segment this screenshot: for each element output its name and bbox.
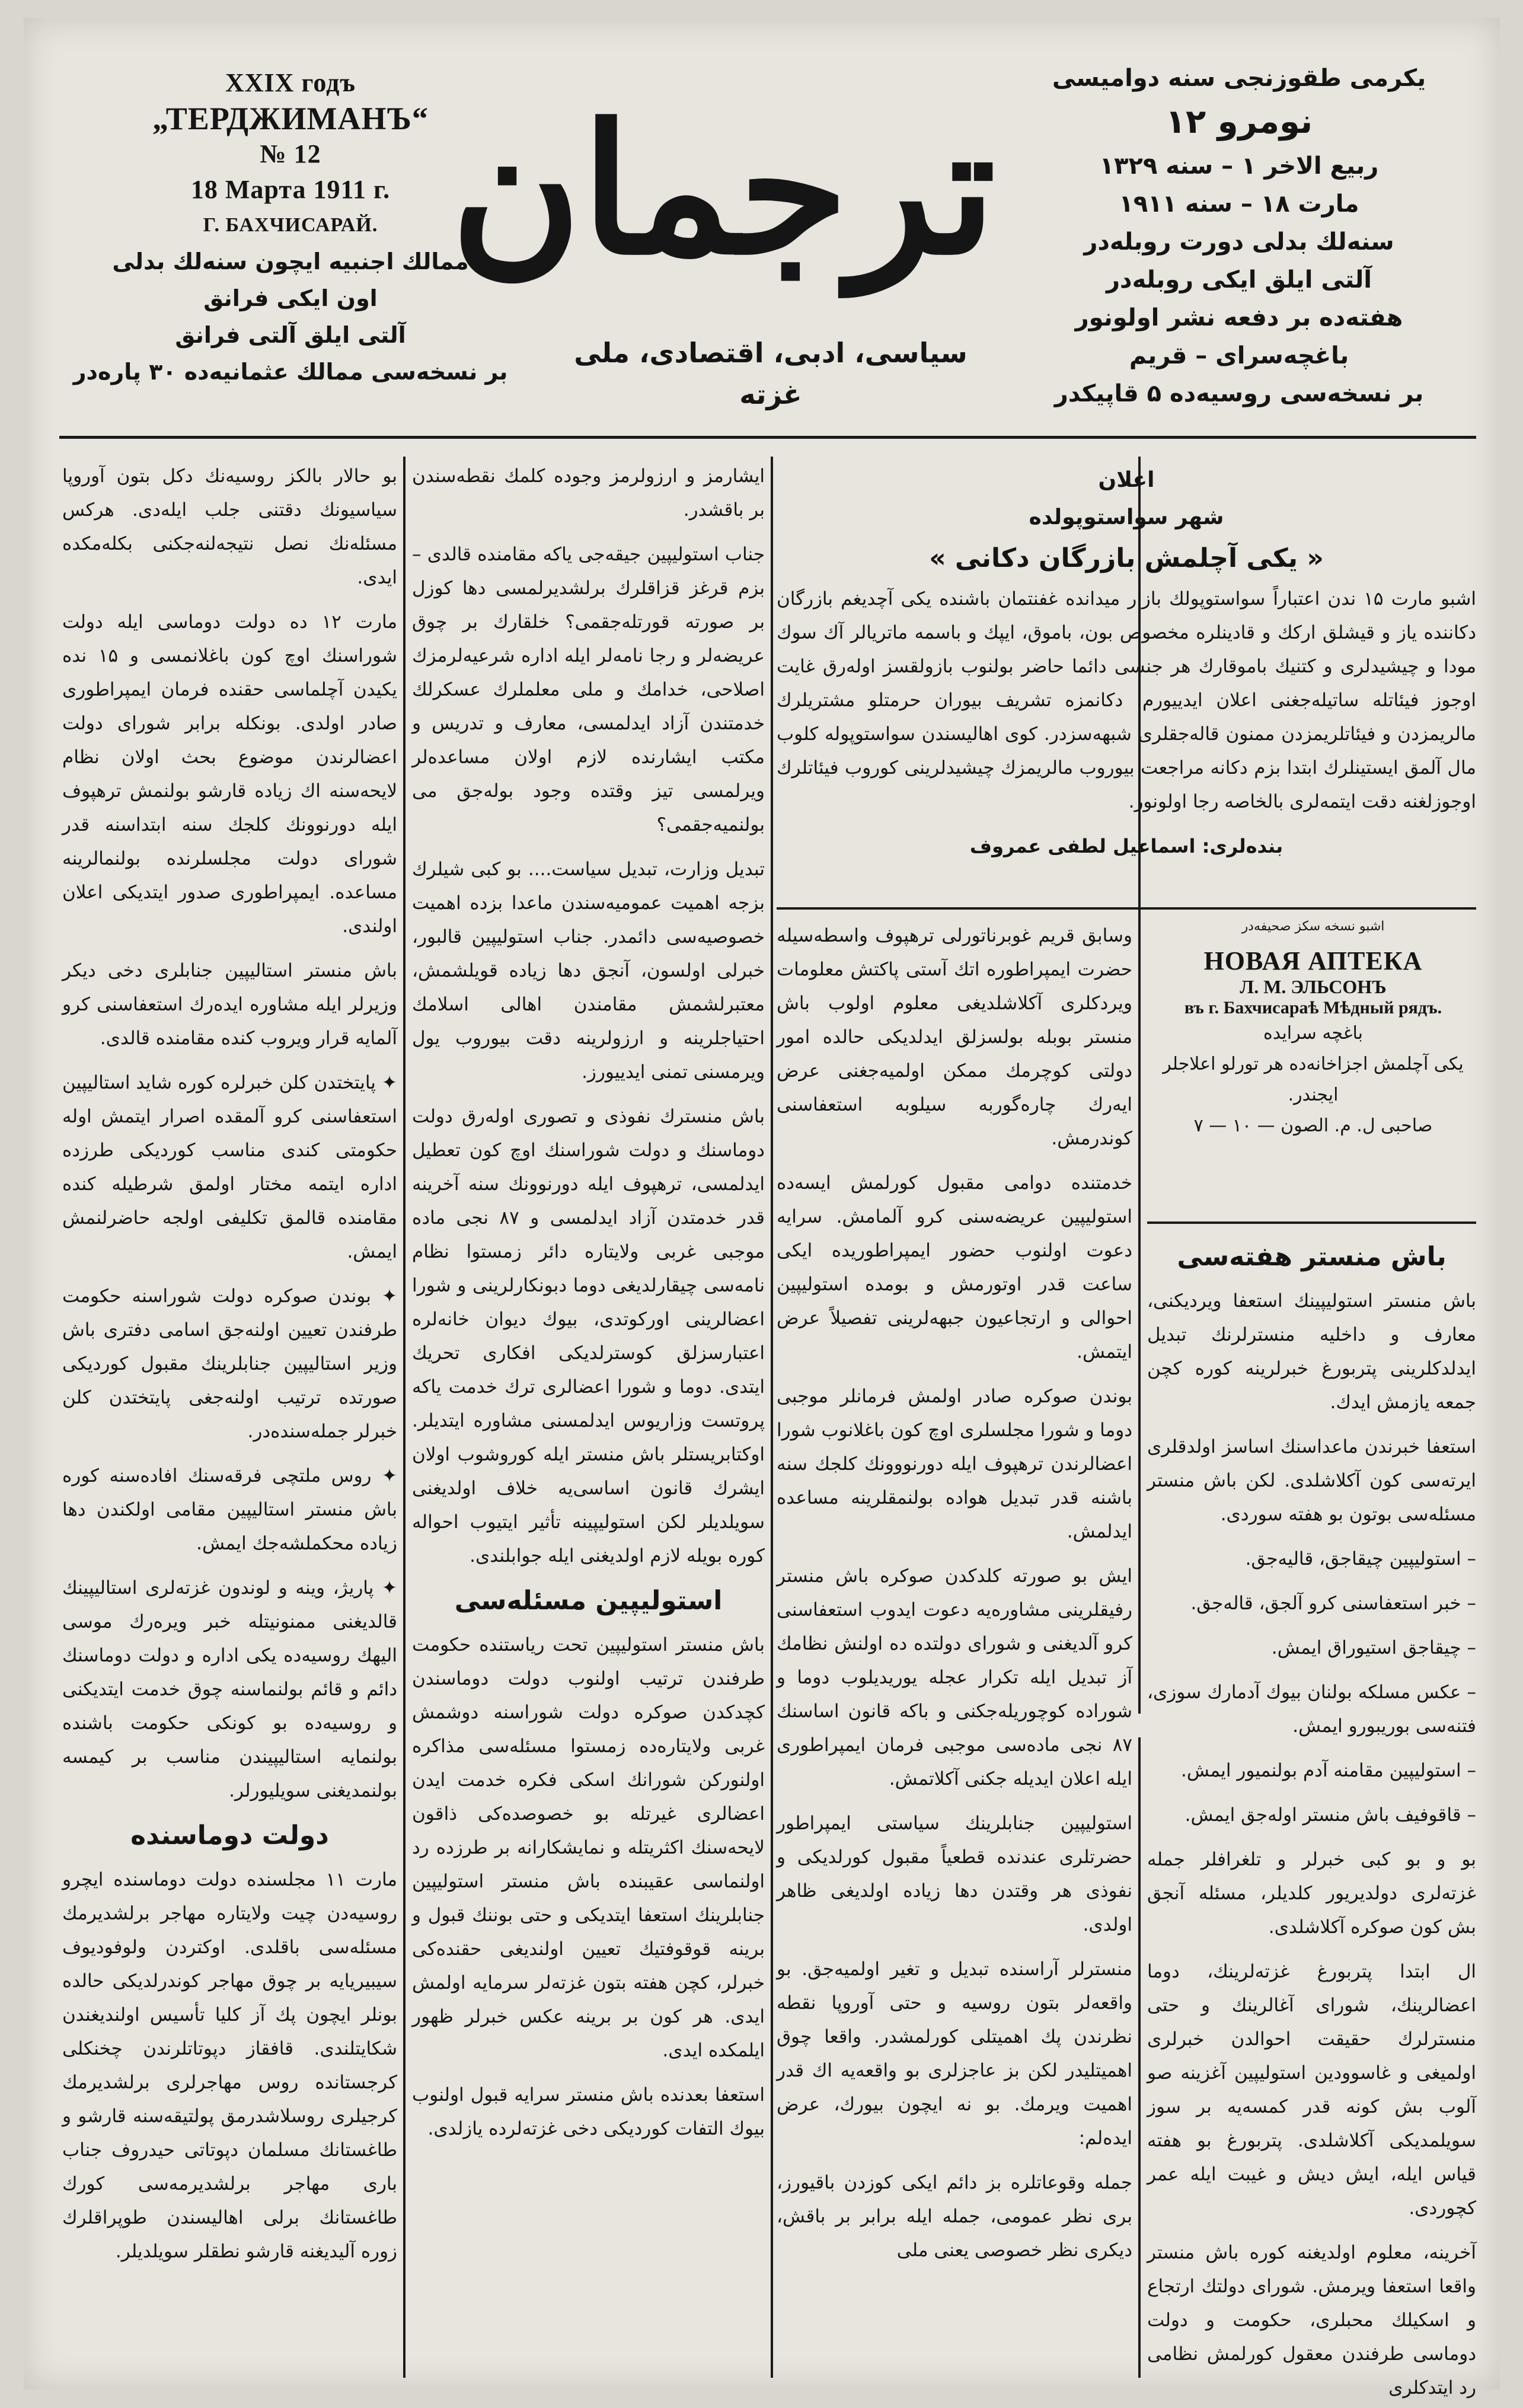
column-d bbox=[1147, 1230, 1476, 2399]
col-b-p2: جناب استوليپين جيقه‌جى ياكه مقامنده قالدى – بزم قرغز قزاقلرك برلشديرلمسى دها كوزل بر صورته قورتله‌جقمى؟ خلقارك بر چوق عريضه‌لر و رجا نامه‌لر ايله اداره شرعيه‌لرمزك اصلاحى، خدامك و ملى معلملرك عسكرلك خدمتندن آزاد ايدلمسى، معارف و تدريس و مكتب ايشارنده لازم اولان مساعده‌لر ويرلمسى تيز وقتده وجود بوله‌جق مى بولنميه‌جقمى؟ bbox=[412, 544, 765, 835]
foreign-price-1: ممالك اجنبيه ايچون سنه‌لك بدلى bbox=[112, 248, 469, 275]
newspaper-logo: ترجمان bbox=[451, 85, 996, 294]
copy-price: بر نسخه‌سى روسيه‌ده ۵ قاپيكدر bbox=[1054, 380, 1424, 407]
pharmacy-ad bbox=[1147, 919, 1479, 1180]
announcement-rule bbox=[777, 907, 1476, 910]
col-b-p4: باش منسترك نفوذى و تصورى اولەرق دولت دوماسنك و دولت شوراسنك اوچ كون تعطيل ايدلمسى، ترهپوف ايله دورنوونك سنه آخرينه قدر خدمتدن آزاد ايدلمسى و ۸۷ نجى ماده موجبى غربى ولايتاره دائر زمستوا نظام نامه‌سى چيقارلديغى دوما دبونكارلرينى و شورا اعضالرينى اوركوتدى، بيوك ديوان خانه‌لره اعتبارسزلق كوسترلديكى افكارى تحريك ايتدى. دوما و شورا اعضالرى ترك خدمت ياكه پروتست وزاريوس ايدلمسنى مشاوره ايتديلر. اوكتابريستلر باش منستر ايله كوروشوب اولان ايشرك قانون اساسى‌يه خلاف اولديغنى سويلديلر لكن استوليپينه تأثير ايتيوب احواله كوره بويله لازم اولديغنى ايله جوابلندى. bbox=[412, 1106, 765, 1567]
col-c-p8: مارت ۱۱ مجلسنده دولت دوماسنده ايچرو روسيه‌دن چيت ولايتاره مهاجر برلشديرمك مسئله‌سى باقلدى. اوكتردن ولوفوديوف سيبيريايه بر چوق مهاجر كوندرلديكى حالده بونلر ايچون پك آز كليا تأسيس اولنديغندن شكايتلندى. قافقاز دپوتاتلرندن چخنكلى كرجستانده روس مهاجرلرى برلشديرمك كرجيلرى روسلاشدرمق پولتيقه‌سنه قارشو و طاغستانك مسلمان دپوتاتى حيدروف جناب بارى مهاجر برلشديرمه‌سى كورك طاغستانك برلى اهاليسندن طوپراقلرك زوره آليديغنه قارشو نطقلر سويلديلر. bbox=[62, 1869, 397, 2262]
col-d-heading: باش منستر هفته‌سى bbox=[1177, 1242, 1447, 1272]
col-a-p3: بوندن صوكره صادر اولمش فرمانلر موجبى دوما و شورا مجلسلرى اوچ كون باغلانوب شورا اعضالرندن ترهپوف ايله دورنووونك كلجك سنه باشنه قدر تبديل هواده بولنمقلرينه مساعده ايدلمش. bbox=[777, 1386, 1132, 1542]
column-c bbox=[62, 460, 397, 2381]
year-line: XXIX годъ bbox=[225, 68, 356, 97]
hijri-date: ربيع الاخر ۱ – سنه ۱۳۲۹ bbox=[1099, 152, 1379, 180]
masthead-right bbox=[1014, 59, 1464, 413]
col-a-p7: جمله وقوعاتلره بز دائم ايكى كوزدن باقيورز، برى نظر عمومى، جمله ايله برابر بر باقش، ديكرى نظر خصوصى يعنى ملى bbox=[777, 2172, 1132, 2261]
city: Г. БАХЧИСАРАЙ. bbox=[203, 214, 378, 236]
col-c-p6: ✦ روس ملتچى فرقه‌سنك افاده‌سنه كوره باش منستر استاليپين مقامى اولكندن دها زياده محكملشه‌جك ايمش. bbox=[62, 1465, 397, 1554]
col-c-p4: ✦ پايتختدن كلن خبرلره كوره شايد استاليپين استعفاسنى كرو آلمقده اصرار ايتمش اوله حكومتى كندى مناسب كورديكى طرزده اداره ايتمه مختار اولمق شرطيله كنده مقامنده قالمق تكليفى اولجه حاضرلنمش ايمش. bbox=[62, 1072, 397, 1262]
pharmacy-ar-3: صاحبى ل. م. الصون — ۱۰ — ۷ bbox=[1193, 1115, 1433, 1136]
announcement bbox=[777, 460, 1476, 898]
col-a-p4: ايش بو صورته كلدكدن صوكره باش منستر رفيقلرينى مشاوره‌يه دعوت ايدوب استعفاسنى كرو آلديغنى و شوراى دولتده دە اولنش نظامك آز تبديل ايله تكرار عجله يوريديلوب دوما و شوراده كوچوريله‌جكنى و باكه قانون اساسنك ۸۷ نجى ماده‌سى موجبى فرمان ايمپراطورى ايله اعلان ايديله جكنى آكلاتمش. bbox=[777, 1565, 1132, 1790]
col-c-p7: ✦ پاريژ، وينه و لوندون غزته‌لرى استاليپينك قالديغنى ممنونيتله خبر ويرەرك موسى اليهك روسيه‌ده يكى اداره و دولت دوماسنك دائم و قائم بولنماسنه چوق خدمت ايتديكنى و روسيه‌ده بو كونكى حكومت باشنده بولنمايه استاليپيندن مناسب بر كيمسه بولنمديغنى سويليورلر. bbox=[62, 1577, 397, 1801]
col-d-p8: – قاقوفيف باش منستر اوله‌جق ايمش. bbox=[1184, 1804, 1476, 1826]
col-a-p2: خدمتنده دوامى مقبول كورلمش ايسه‌ده استوليپين عريضه‌سنى كرو آلمامش. سرايه دعوت اولنوب حضور ايمپراطوريده ايكى ساعت قدر اوتورمش و بومده استوليپين احوالى و ارتجاعيون جبهه‌لرينى تفصيلاً عرض ايتمش. bbox=[777, 1172, 1132, 1363]
col-b-p3: تبديل وزارت، تبديل سياست.... بو كبى شيلرك بزجه اهميت عموميه‌سندن ماعدا بزده اهميت خصوصيه‌سى دائمدر. جناب استوليپين قالبور، خبرلى اولسون، آنجق دها زياده قويلشمش، معتبرلشمش مقامندن اهالى اسلامك احتياجلرينه و ارزولرينه دقت بيوروب يول ويرمسنى تمنى ايدييورز. bbox=[412, 859, 765, 1083]
location: باغچه‌سراى – قريم bbox=[1129, 342, 1349, 369]
issue-date: 18 Марта 1911 г. bbox=[190, 175, 391, 204]
col-b-p5: باش منستر استوليپين تحت رياستنده حكومت طرفندن ترتيب اولنوب دولت دوماسندن كچدكدن صوكره دولت شوراسنه دوشمش غربى ولايتاره‌ده زمستوا مسئله‌سى مذاكره اولنوركن شورانك اسكى فكره خدمت ايدن اعضالرى غيرتله بو خصوصده‌كى ذاقون لايحه‌سنك اكثريتله و نمايشكارانه بر طرزده رد اولنماسى عقيبنده باش منستر استوليپين جنابلرينك استعفا ايتديكى و حتى بوننك قبول و برينه قوقوفتيك تعيين اولنديغى حقنده‌كى خبرلر، كچن هفته بتون غزته‌لر سرمايه اولمش ايدى. هر كون بر برينه عكس خبرلر ظهور ايلمكده ايدى. bbox=[412, 1634, 765, 2061]
pharmacy-ar-1: باغچه سرايده bbox=[1263, 1023, 1363, 1044]
col-b-p6: استعفا بعدنده باش منستر سرايه قبول اولنوب بيوك التفات كورديكى دخى غزته‌لرده يازلدى. bbox=[412, 2084, 765, 2139]
pharmacy-address: въ г. Бахчисараѣ Мѣдный рядъ. bbox=[1184, 998, 1442, 1018]
pharmacy-rule bbox=[1147, 1221, 1476, 1224]
foreign-price-3: آلتى ايلق آلتى فرانق bbox=[175, 322, 406, 348]
col-d-p2: استعفا خبرندن ماعداسنك اساسز اولدقلرى اير‌ته‌سى كون آكلاشلدى. لكن باش منستر مسئله‌سى بوتون بو هفته سوردى. bbox=[1147, 1436, 1476, 1525]
masthead-rule bbox=[59, 436, 1476, 439]
annual-price: سنه‌لك بدلى دورت روبله‌در bbox=[1084, 228, 1394, 256]
col-d-p1: باش منستر استوليپينك استعفا ويرديكنى، معارف و داخليه منسترلرنك تبديل ايدلدكلرينى پتربورغ خبرلرينه كوره كچن جمعه يازمش ايدك. bbox=[1147, 1290, 1476, 1413]
announcement-signature: بنده‌لرى: اسماعيل لطفى عمروف bbox=[969, 835, 1283, 857]
col-c-p2: مارت ۱۲ ده دولت دوماسى ايله دولت شوراسنك اوچ كون باغلانمسى و ۱۵ نده يكيدن آچلماسى حقنده فرمان ايمپراطورى صادر اولدى. بونكله برابر شوراى دولت اعضالرندن موضوع بحث اولان نظام لايحه‌سنه اك زياده قارشو بولنمش ترهپوف ايله دورنوونك كلجك سنه ابتداسنه قدر شوراى دولت مجلسلرنده بولنمالرينه مساعده. ايمپراطورى صدور ايتديكى اعلان اولندى. bbox=[62, 611, 398, 937]
issue-number-ar: نومرو ۱۲ bbox=[1165, 103, 1313, 141]
col-a-p6: منسترلر آراسنده تبديل و تغير اولميه‌جق. بو واقعه‌لر بتون روسيه و حتى آوروپا نقطه نظرندن پك اهميتلى كورلمشدر. واقعا چوق اهميتليدر لكن بز عاجزلرى بو واقعه‌يه اك قدر اهميت ويرمك. بو نه ايچون بيورك، عرض ايدەلم: bbox=[777, 1959, 1132, 2149]
column-divider-4 bbox=[1138, 1737, 1141, 2378]
announcement-body: اشبو مارت ۱۵ ندن اعتباراً سواستوپولك بازار ميدانده غفنتمان باشنده يكى آچديغم بازرگان دكاننده ياز و قيشلق اركك و قادينلره مخصوص بون، باموق، ايپك و باسمه ماتريالر آك سوك مودا و چيشيدلرى و كتنيك باموقارك هر جنسى دائما حاضر بولنوب بازولقسز اولەرق غايت اوجوز فيئاتله ساتيله‌جغنى اعلان ايدييورم. دكانمزه تشريف بيوران حرمتلو مشتريلرك مالريمزدن و فيئاتلريمزدن ممنون قاله‌جقلرى شبهه‌سزدر. كوى اهاليسندن سواستوپوله كلوب مال آلمق ايستينلرك ابتدا بزم دكانه مراجعت بيوروب مالريمزك چيشيدلرينى كوروب فيئاتلرك اوجوزلغنه دقت ايتمه‌لرى بالخاصه رجا اولونور. bbox=[777, 588, 1476, 812]
pharmacy-note: اشبو نسخه سكز صحيفه‌در bbox=[1241, 919, 1385, 934]
col-d-p6: – عكس مسلكه بولنان بيوك آدمارك سوزى، فتنه‌سى بوريبورو ايمش. bbox=[1147, 1682, 1476, 1737]
masthead-center bbox=[451, 83, 996, 410]
announcement-sub: شهر سواستوپولده bbox=[1029, 505, 1224, 530]
col-b-p1: ايشارمز و ارزولرمز وجوده كلمك نقطه‌سندن بر باقشدر. bbox=[412, 465, 765, 521]
col-b-heading: استوليپين مسئله‌سى bbox=[454, 1586, 723, 1616]
col-c-p1: بو حالار بالكز روسيه‌نك دكل بتون آوروپا سياسيونك دقتنى جلب ايله‌دى. هركس مسئله‌نك نصل نتيجه‌لنه‌جكنى بكله‌مكده ايدى. bbox=[62, 465, 397, 588]
halfyear-price: آلتى ايلق ايكى روبله‌در bbox=[1106, 266, 1372, 294]
foreign-price-4: بر نسخه‌سى ممالك عثمانيه‌ده ۳۰ پاره‌در bbox=[73, 359, 508, 385]
pharmacy-title: НОВАЯ АПТЕКА bbox=[1203, 946, 1423, 975]
rumi-date: مارت ۱۸ – سنه ۱۹۱۱ bbox=[1119, 190, 1359, 218]
col-d-p11: آخرينه، معلوم اولديغنه كوره باش منستر واقعا استعفا ويرمش. شوراى دولتك ارتجاع و اسكيلك محبلرى، حكومت و دولت دوماسى طرفندن معقول كورلمش نظامى رد ايتدكلرى bbox=[1147, 2242, 1476, 2399]
col-d-p4: – خبر استعفاسنى كرو آلجق، قاله‌جق. bbox=[1190, 1593, 1476, 1614]
col-d-p3: – استوليپين چيقاجق، قاليه‌جق. bbox=[1245, 1548, 1476, 1570]
col-a-p5: استوليپين جنابلرينك سياستى ايمپراطور حضرتلرى عندنده قطعياً مقبول كورلديكى و نفوذى هر وقتدن دها زياده اولديغى ظاهر اولدى. bbox=[777, 1813, 1132, 1935]
col-a-p1: وسابق قريم غوبرناتورلى ترهپوف واسطه‌سيله حضرت ايمپراطوره اتك آستى پاكتش معلومات ويردكلرى آكلاشلديغى معلوم اولوب باش منستر بوبله بولسزلق ايدلديكى حالده امور دولتى كوچرمك ممكن اولميه‌جغنى عرض ايەرك چارەگوربه سيلوبه استعفاسنى كوندرمش. bbox=[777, 925, 1132, 1149]
foreign-price-2: اون ايكى فرانق bbox=[203, 285, 378, 311]
pharmacy-owner: Л. М. ЭЛЬСОНЪ bbox=[1240, 976, 1387, 997]
column-a bbox=[777, 919, 1132, 2378]
announcement-title: « يكى آچلمش بازرگان دكانى » bbox=[929, 543, 1324, 573]
masthead-left bbox=[65, 65, 516, 390]
column-divider-2 bbox=[771, 457, 773, 2378]
col-d-p5: – چيقاجق استيوراق ايمش. bbox=[1271, 1637, 1476, 1659]
col-c-p3: باش منستر استاليپين جنابلرى دخى ديكر وزيرلر ايله مشاوره ايدەرك استعفاسنى كرو آلمايه قرار ويروب كنده مقامنده قالدى. bbox=[62, 960, 397, 1049]
col-d-p7: – استوليپين مقامنه آدم بولنميور ايمش. bbox=[1181, 1760, 1476, 1781]
col-c-heading: دولت دوماسنده bbox=[130, 1820, 329, 1851]
announcement-head: اعلان bbox=[1098, 468, 1155, 492]
col-d-p10: ال ابتدا پتربورغ غزته‌لرينك، دوما اعضالرينك، شوراى آغالرينك و حتى منسترلرك حقيقت احوالدن خبرلرى اولميغى و غاسوودين استوليپين آغزينه صو آلوب بش كونه قدر كمسه‌يه بر سوز سويلمديكى آكلاشلدى. پتربورغ بو هفته قياس ايله، ايش ديش و غيبت ايله عمر كچوردى. bbox=[1147, 1961, 1476, 2219]
tagline: سياسى، ادبى، اقتصادى، ملى غزته bbox=[574, 337, 968, 410]
issue-number: № 12 bbox=[260, 139, 321, 168]
pharmacy-ar-2: يكى آچلمش اجزاخانه‌ده هر تورلو اعلاجلر ايجندر. bbox=[1163, 1054, 1464, 1105]
col-c-p5: ✦ بوندن صوكره دولت شوراسنه حكومت طرفندن تعيين اولنه‌جق اسامى دفترى باش وزير استاليپين جنابلرينك مقبول كورديكى صورتده ترتيب اولنه‌جغى پايتختدن كلن خبرلر جمله‌سنده‌در. bbox=[62, 1286, 397, 1442]
year-line-ar: يكرمى طقوزنجى سنه دواميسى bbox=[1052, 65, 1426, 92]
column-divider-3 bbox=[403, 457, 406, 2378]
newspaper-page bbox=[24, 18, 1500, 2399]
col-d-p9: بو و بو كبى خبرلر و تلغرافلر جمله غزته‌لرى دولديريور كلديلر، مسئله آنجق بش كون صوكره آكلاشلدى. bbox=[1147, 1849, 1476, 1938]
column-b bbox=[412, 460, 765, 2381]
title-russian: „ТЕРДЖИМАНЪ“ bbox=[152, 101, 429, 136]
publish-frequency: هفته‌ده بر دفعه نشر اولونور bbox=[1075, 304, 1403, 331]
